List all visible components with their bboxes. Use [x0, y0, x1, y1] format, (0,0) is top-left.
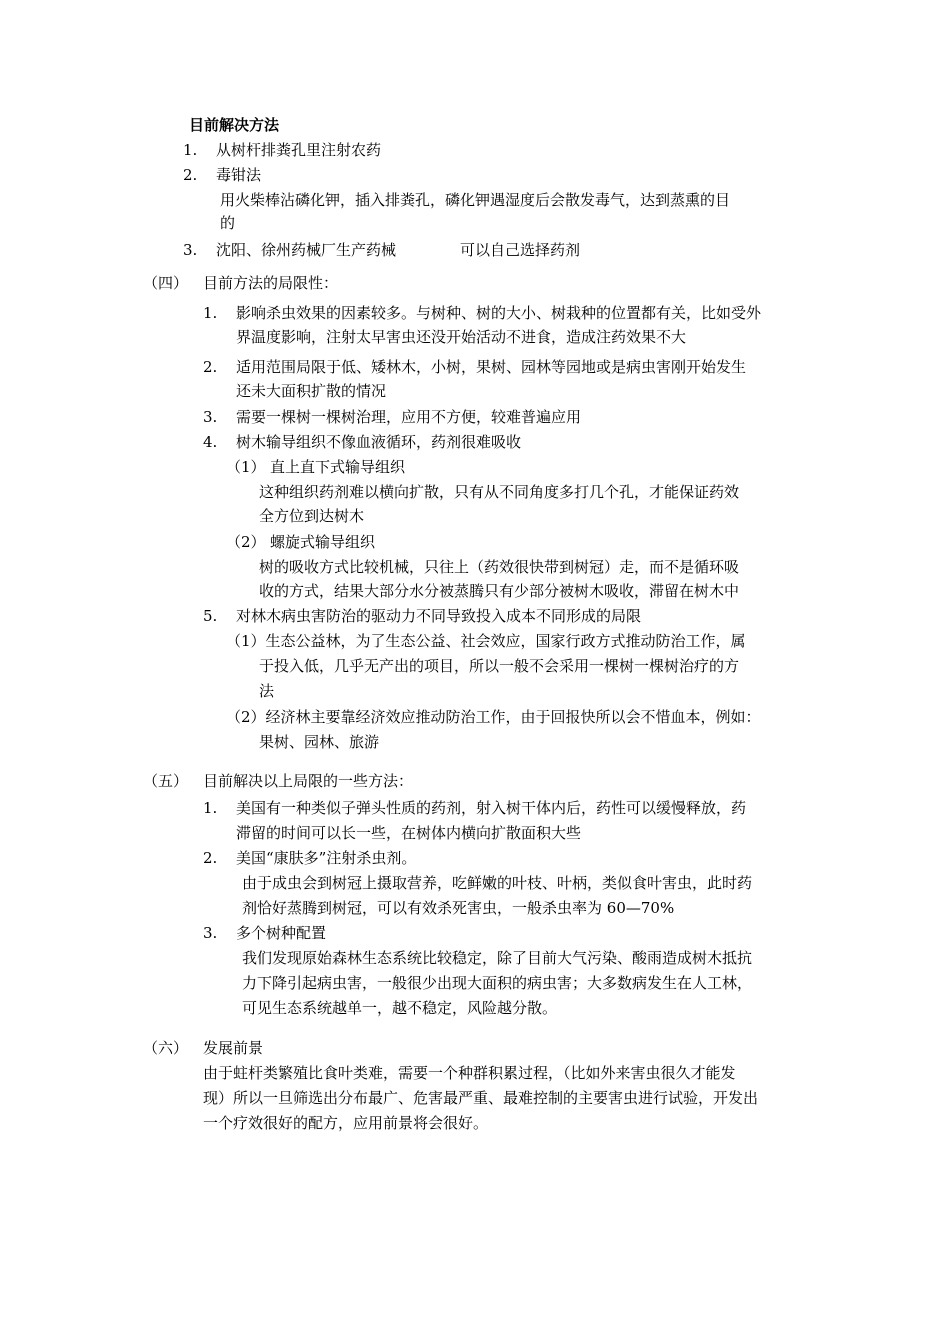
paragraph-line: 收的方式，结果大部分水分被蒸腾只有少部分被树木吸收，滞留在树木中	[259, 582, 740, 600]
list-item-text: 毒钳法	[216, 166, 262, 184]
paragraph-line: 对林木病虫害防治的驱动力不同导致投入成本不同形成的局限	[236, 607, 642, 625]
paragraph-line: 适用范围局限于低、矮林木，小树，果树、园林等园地或是病虫害刚开始发生	[236, 358, 747, 376]
paragraph-line: 我们发现原始森林生态系统比较稳定，除了目前大气污染、酸雨造成树木抵抗	[242, 949, 753, 967]
section-marker: （五）	[143, 772, 189, 790]
paragraph-line: 用火柴棒沾磷化钾，插入排粪孔，磷化钾遇湿度后会散发毒气，达到蒸熏的目	[220, 191, 731, 209]
list-item-text: 可以自己选择药剂	[460, 241, 581, 259]
paragraph-line: （1）生态公益林，为了生态公益、社会效应，国家行政方式推动防治工作，属	[226, 632, 746, 650]
paragraph-line: 影响杀虫效果的因素较多。与树种、树的大小、树栽种的位置都有关，比如受外	[236, 304, 762, 322]
paragraph-line: 由于蛀杆类繁殖比食叶类难，需要一个种群积累过程，（比如外来害虫很久才能发	[203, 1064, 736, 1082]
list-number: 4.	[203, 433, 218, 451]
section-marker: （六）	[143, 1039, 189, 1057]
list-number: 2.	[203, 849, 218, 867]
list-number: 3.	[203, 924, 218, 942]
list-item-text: 沈阳、徐州药械厂生产药械	[216, 241, 397, 259]
section-marker: （四）	[143, 274, 189, 292]
list-number: 1.	[203, 799, 218, 817]
paragraph-line: 果树、园林、旅游	[259, 733, 380, 751]
list-number: 2.	[183, 166, 198, 184]
section-title: 目前方法的局限性：	[203, 274, 339, 292]
sub-list-title: 直上直下式输导组织	[270, 458, 406, 476]
list-number: 2.	[203, 358, 218, 376]
list-number: 1.	[183, 141, 198, 159]
paragraph-line: 滞留的时间可以长一些，在树体内横向扩散面积大些	[236, 824, 582, 842]
paragraph-line: 可见生态系统越单一，越不稳定，风险越分散。	[242, 999, 558, 1017]
sub-list-title: 螺旋式输导组织	[270, 533, 376, 551]
list-item-text: 从树杆排粪孔里注射农药	[216, 141, 382, 159]
sub-list-number: （1）	[226, 458, 266, 476]
list-number: 3.	[183, 241, 198, 259]
paragraph-line: 这种组织药剂难以横向扩散，只有从不同角度多打几个孔，才能保证药效	[259, 483, 740, 501]
list-number: 1.	[203, 304, 218, 322]
paragraph-line: 全方位到达树木	[259, 507, 365, 525]
section-title: 目前解决以上局限的一些方法：	[203, 772, 414, 790]
paragraph-line: 还未大面积扩散的情况	[236, 382, 387, 400]
paragraph-line: 需要一棵树一棵树治理，应用不方便，较难普遍应用	[236, 408, 582, 426]
section-heading: 目前解决方法	[189, 116, 280, 134]
section-title: 发展前景	[203, 1039, 264, 1057]
sub-list-number: （2）	[226, 533, 266, 551]
paragraph-line: 力下降引起病虫害，一般很少出现大面积的病虫害；大多数病发生在人工林，	[242, 974, 753, 992]
paragraph-line: 法	[259, 682, 275, 700]
paragraph-line: 现）所以一旦筛选出分布最广、危害最严重、最难控制的主要害虫进行试验，开发出	[203, 1089, 759, 1107]
list-number: 5.	[203, 607, 218, 625]
paragraph-line: 一个疗效很好的配方，应用前景将会很好。	[203, 1114, 489, 1132]
paragraph-line: 的	[220, 214, 236, 232]
paragraph-line: （2）经济林主要靠经济效应推动防治工作，由于回报快所以会不惜血本，例如：	[226, 708, 761, 726]
list-number: 3.	[203, 408, 218, 426]
list-item-title: 多个树种配置	[236, 924, 327, 942]
paragraph-line: 于投入低，几乎无产出的项目，所以一般不会采用一棵树一棵树治疗的方	[259, 657, 740, 675]
paragraph-line: 美国有一种类似子弹头性质的药剂，射入树干体内后，药性可以缓慢释放，药	[236, 799, 747, 817]
paragraph-line: 树木输导组织不像血液循环，药剂很难吸收	[236, 433, 522, 451]
paragraph-line: 剂恰好蒸腾到树冠，可以有效杀死害虫，一般杀虫率为 60—70%	[242, 899, 675, 917]
list-item-title: 美国“康肤多”注射杀虫剂。	[236, 849, 417, 867]
paragraph-line: 树的吸收方式比较机械，只往上（药效很快带到树冠）走，而不是循环吸	[259, 558, 740, 576]
paragraph-line: 由于成虫会到树冠上摄取营养，吃鲜嫩的叶枝、叶柄，类似食叶害虫，此时药	[242, 874, 753, 892]
paragraph-line: 界温度影响，注射太早害虫还没开始活动不进食，造成注药效果不大	[236, 328, 687, 346]
